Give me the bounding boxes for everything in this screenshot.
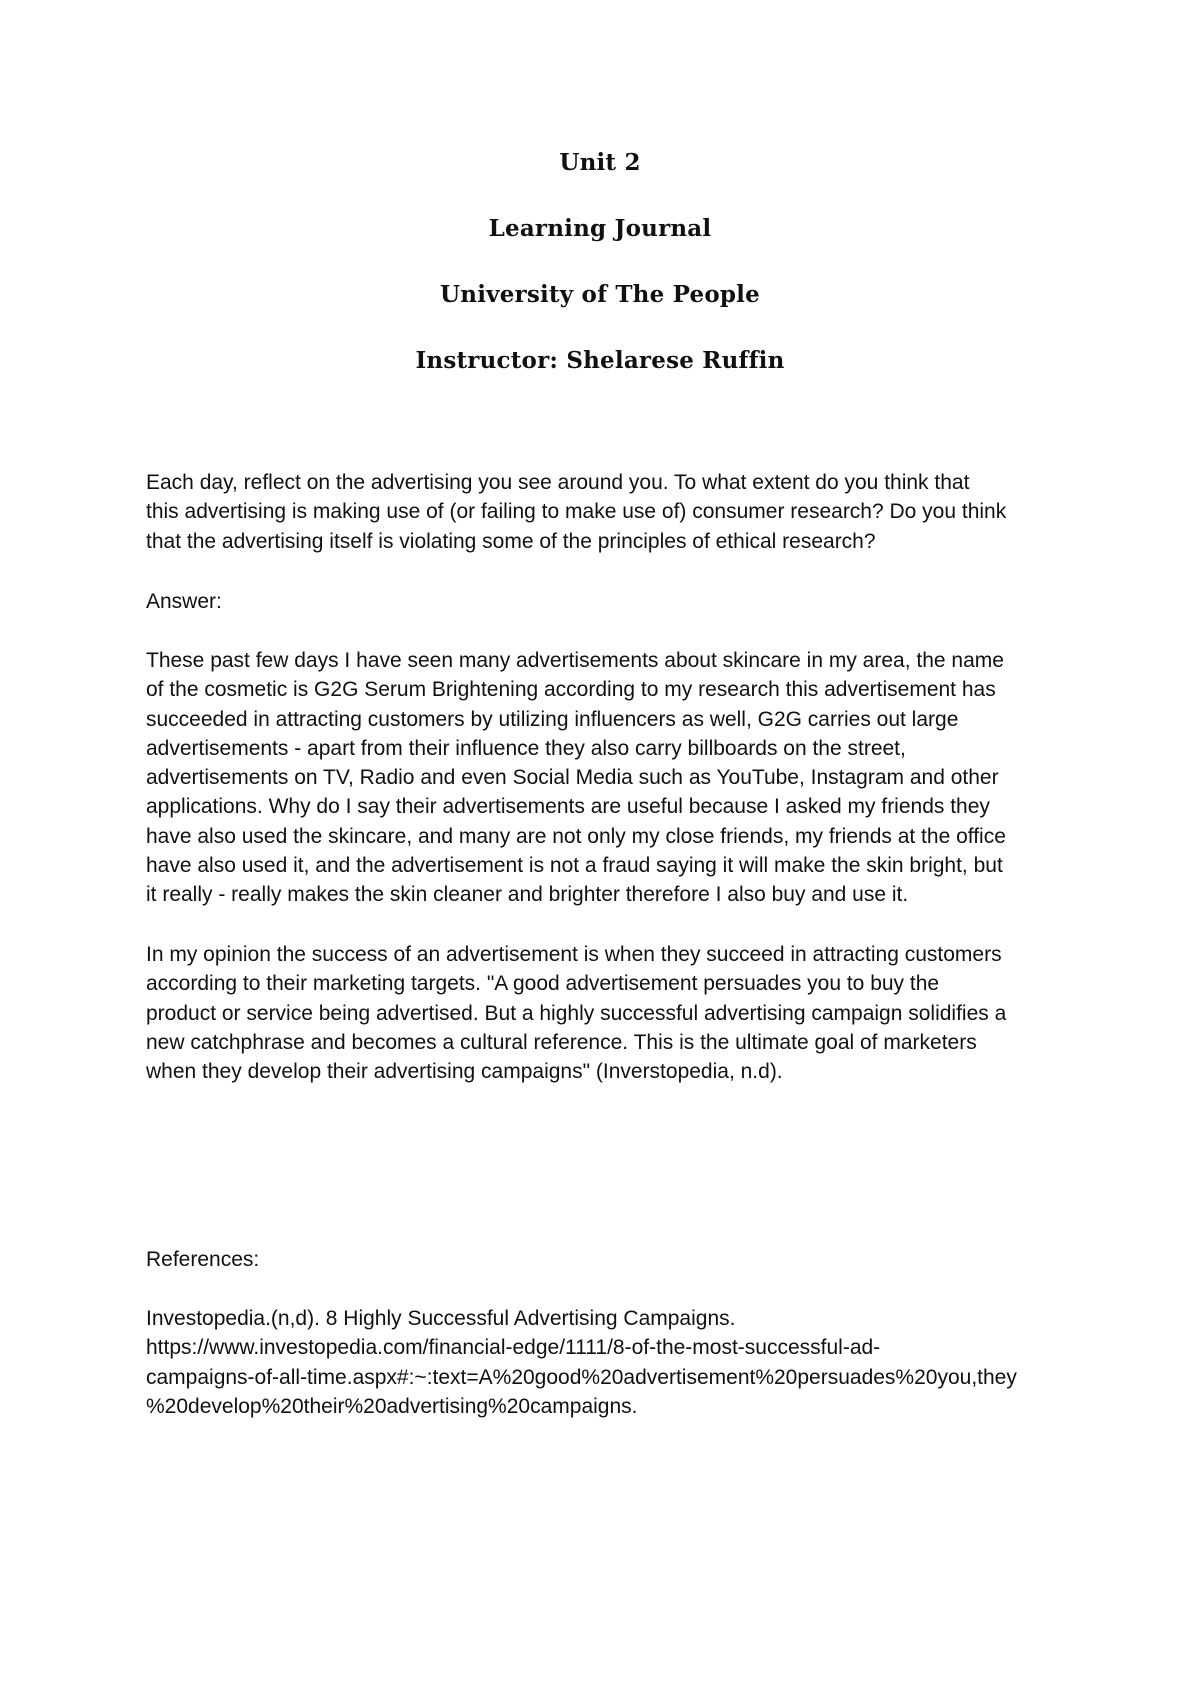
paragraph-line: when they develop their advertising campaigns" (Inverstopedia, n.d). bbox=[146, 1060, 783, 1084]
title-block bbox=[0, 148, 1200, 412]
question-line: that the advertising itself is violating some of the principles of ethical research? bbox=[146, 529, 876, 553]
references-label bbox=[146, 1245, 1086, 1274]
paragraph-line: advertisements on TV, Radio and even Social Media such as YouTube, Instagram and other bbox=[146, 766, 999, 790]
university-name: University of The People bbox=[440, 281, 760, 308]
answer-label-text: Answer: bbox=[146, 590, 222, 613]
journal-question bbox=[146, 468, 1086, 556]
question-line: this advertising is making use of (or failing to make use of) consumer research? Do you think bbox=[146, 500, 1007, 524]
paragraph-line: In my opinion the success of an advertisement is when they succeed in attracting customers bbox=[146, 943, 1002, 966]
reference-url-line[interactable]: campaigns-of-all-time.aspx#:~:text=A%20good%20advertisement%20persuades%20you,they bbox=[146, 1365, 1017, 1389]
answer-paragraph-2 bbox=[146, 940, 1086, 1086]
assignment-title: Learning Journal bbox=[488, 215, 712, 242]
paragraph-line: advertisements - apart from their influence they also carry billboards on the street, bbox=[146, 736, 906, 760]
reference-line: Investopedia.(n,d). 8 Highly Successful Advertising Campaigns. bbox=[146, 1307, 736, 1330]
reference-url-line[interactable]: https://www.investopedia.com/financial-edge/1111/8-of-the-most-successful-ad- bbox=[146, 1336, 881, 1360]
paragraph-line: it really - really makes the skin cleaner and brighter therefore I also buy and use it. bbox=[146, 883, 909, 907]
paragraph-line: new catchphrase and becomes a cultural reference. This is the ultimate goal of marketers bbox=[146, 1030, 977, 1054]
references-label-text: References: bbox=[146, 1248, 260, 1271]
reference-entry bbox=[146, 1304, 1086, 1421]
unit-title: Unit 2 bbox=[559, 149, 641, 176]
instructor-name: Instructor: Shelarese Ruffin bbox=[415, 347, 785, 374]
paragraph-line: These past few days I have seen many advertisements about skincare in my area, the name bbox=[146, 649, 1004, 672]
paragraph-line: have also used the skincare, and many are not only my close friends, my friends at the office bbox=[146, 824, 1006, 848]
question-line: Each day, reflect on the advertising you see around you. To what extent do you think that bbox=[146, 471, 970, 494]
paragraph-line: product or service being advertised. But a highly successful advertising campaign solidifies a bbox=[146, 1001, 1007, 1025]
answer-paragraph-1 bbox=[146, 646, 1086, 910]
paragraph-line: have also used it, and the advertisement is not a fraud saying it will make the skin bright, but bbox=[146, 854, 1003, 878]
reference-url-line[interactable]: %20develop%20their%20advertising%20campaigns. bbox=[146, 1394, 638, 1418]
paragraph-line: according to their marketing targets. "A good advertisement persuades you to buy the bbox=[146, 972, 940, 996]
answer-label bbox=[146, 587, 1086, 616]
paragraph-line: applications. Why do I say their advertisements are useful because I asked my friends they bbox=[146, 795, 990, 819]
paragraph-line: of the cosmetic is G2G Serum Brightening according to my research this advertisement has bbox=[146, 678, 996, 702]
paragraph-line: succeeded in attracting customers by utilizing influencers as well, G2G carries out large bbox=[146, 707, 959, 731]
